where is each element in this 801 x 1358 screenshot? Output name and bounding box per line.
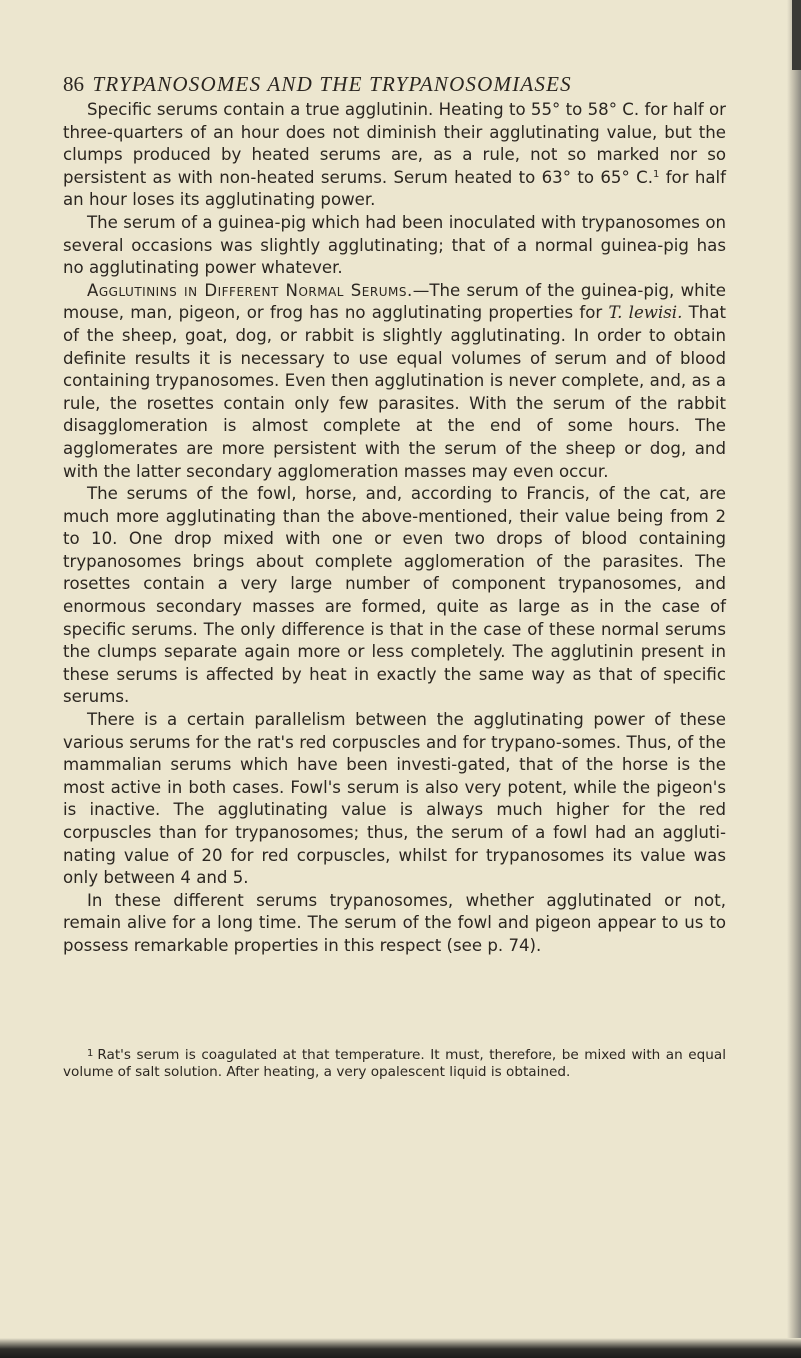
page-edge-shadow xyxy=(787,0,801,1358)
running-header xyxy=(63,72,723,97)
footnote-mark: 1 xyxy=(87,1048,94,1059)
paragraph-survival: In these different serums trypanosomes, whether agglutinated or not, remain alive for a long time. The serum of the fowl and pigeon appear to us to possess remarkable properties in this respect (see p. 74). xyxy=(63,890,726,955)
paragraph-fowl-horse-cat: The serums of the fowl, horse, and, according to Francis, of the cat, are much more agglutinating than the above-mentioned, their value being from 2 to 10. One drop mixed with one or even two drops of blood containing trypanosomes brings about complete agglomeration of the parasites. The rosettes contain a very large number of component trypanosomes, and enormous secondary masses are formed, quite as large as in the case of specific serums. The only difference is that in the case of these normal serums the clumps separate again more or less completely. The agglutinin present in these serums is affected by heat in exactly the same way as that of specific serums. xyxy=(63,484,726,707)
section-heading: Agglutinins in Different Normal Serums. xyxy=(87,280,413,300)
footnote xyxy=(63,1045,726,1081)
paragraph-guinea-pig: The serum of a guinea-pig which had been inoculated with trypanosomes on several occasions was slightly agglutinating; that of a normal guinea-pig has no agglutinating power whatever. xyxy=(63,212,726,278)
species-name: T. lewisi. xyxy=(608,303,683,323)
paragraph-parallelism: There is a certain parallelism between the agglutinating power of these various serums for the rat's red corpuscles and for trypano-somes. Thus, of the mammalian serums which have been investi-gated, that of the horse is the most active in both cases. Fowl's serum is also very potent, while the pigeon's is inactive. The agglutinating value is always much higher for the red corpuscles than for trypanosomes; thus, the serum of a fowl had an aggluti-nating value of 20 for red corpuscles, whilst for trypanosomes its value was only between 4 and 5. xyxy=(63,710,726,888)
footnote-reference: 1 xyxy=(652,168,660,180)
paragraph-specific-serums xyxy=(63,99,726,212)
paragraph-text: —The serum of the guinea-pig, white mouse, man, pigeon, or frog has no agglutinating properties for xyxy=(63,280,726,323)
footnote-text: Rat's serum is coagulated at that temperature. It must, therefore, be mixed with an equal volume of salt solution. After heating, a very opalescent liquid is obtained. xyxy=(63,1047,726,1080)
paragraph-text: That of the sheep, goat, dog, or rabbit is slightly agglutinating. In order to obtain definite results it is necessary to use equal volumes of serum and of blood containing trypanosomes. Even then agglutination is never complete, and, as a rule, the rosettes contain only few parasites. With the serum of the rabbit disagglomeration is almost complete at the end of some hours. The agglomerates are more persistent with the serum of the sheep or dog, and with the latter secondary agglomeration masses may even occur. xyxy=(63,303,726,481)
paragraph-text: Specific serums contain a true agglutinin. Heating to 55° to 58° C. for half or three-quarters of an hour does not diminish their agglutinating value, but the clumps produced by heated serums are, as a rule, not so marked nor so persistent as with non-heated serums. Serum heated to 63° to 65° C. xyxy=(63,100,726,187)
bottom-edge-shadow xyxy=(0,1338,801,1358)
page-edge-tab xyxy=(792,0,801,70)
paragraph-agglutinins-normal-serums xyxy=(63,280,726,483)
running-title: TRYPANOSOMES AND THE TRYPANOSOMIASES xyxy=(92,72,572,96)
paragraph-text: for half an hour loses its agglutinating power. xyxy=(63,167,726,210)
page-number: 86 xyxy=(63,72,84,96)
main-text xyxy=(63,99,726,958)
footnote-paragraph xyxy=(63,1045,726,1081)
